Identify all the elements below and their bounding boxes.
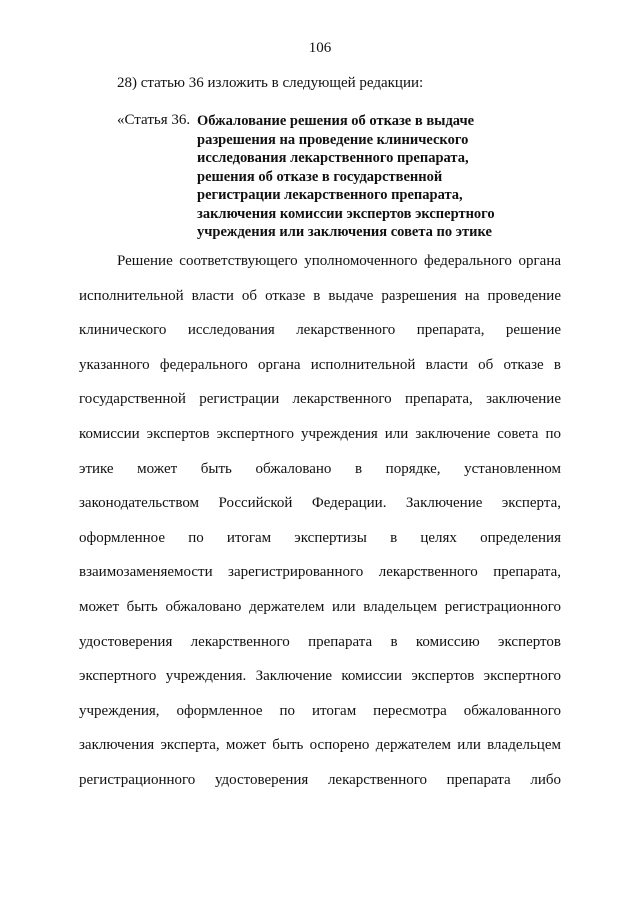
body-line: может быть обжаловано держателем или владельцем регистрационного — [79, 598, 561, 615]
body-line: комиссии экспертов экспертного учреждения или заключение совета по — [79, 425, 561, 442]
body-line: удостоверения лекарственного препарата в комиссию экспертов — [79, 633, 561, 650]
article-title — [197, 112, 537, 242]
article-title-line: исследования лекарственного препарата, — [197, 150, 469, 166]
body-line: Решение соответствующего уполномоченного федерального органа — [117, 253, 561, 269]
body-line: экспертного учреждения. Заключение комиссии экспертов экспертного — [79, 668, 561, 685]
article-title-line: решения об отказе в государственной — [197, 168, 443, 185]
body-line: клинического исследования лекарственного препарата, решение — [79, 322, 561, 339]
body-line: взаимозаменяемости зарегистрированного лекарственного препарата, — [79, 564, 561, 581]
article-label: «Статья 36. — [117, 112, 191, 128]
article-title-line: Обжалование решения об отказе в выдаче — [197, 113, 475, 129]
body-line: законодательством Российской Федерации. Заключение эксперта, — [79, 495, 561, 512]
body-line: этике может быть обжаловано в порядке, установленном — [79, 460, 561, 477]
body-line: исполнительной власти об отказе в выдаче разрешения на проведение — [79, 287, 561, 304]
body-line: указанного федерального органа исполнительной власти об отказе в — [79, 356, 561, 373]
article-title-line: регистрации лекарственного препарата, — [197, 187, 463, 203]
article-title-line: учреждения или заключения совета по этике — [197, 224, 492, 240]
body-line: заключения эксперта, может быть оспорено держателем или владельцем — [79, 737, 561, 754]
amendment-intro: 28) статью 36 изложить в следующей редакции: — [117, 75, 424, 91]
body-line: государственной регистрации лекарственного препарата, заключение — [79, 391, 561, 408]
body-line: регистрационного удостоверения лекарственного препарата либо — [79, 771, 561, 788]
article-title-line: разрешения на проведение клинического — [197, 131, 469, 148]
article-body — [79, 244, 561, 798]
page-number: 106 — [308, 40, 332, 56]
body-line: оформленное по итогам экспертизы в целях определения — [79, 529, 561, 546]
article-title-line: заключения комиссии экспертов экспертного — [197, 205, 495, 222]
body-line: учреждения, оформленное по итогам пересмотра обжалованного — [79, 702, 561, 719]
